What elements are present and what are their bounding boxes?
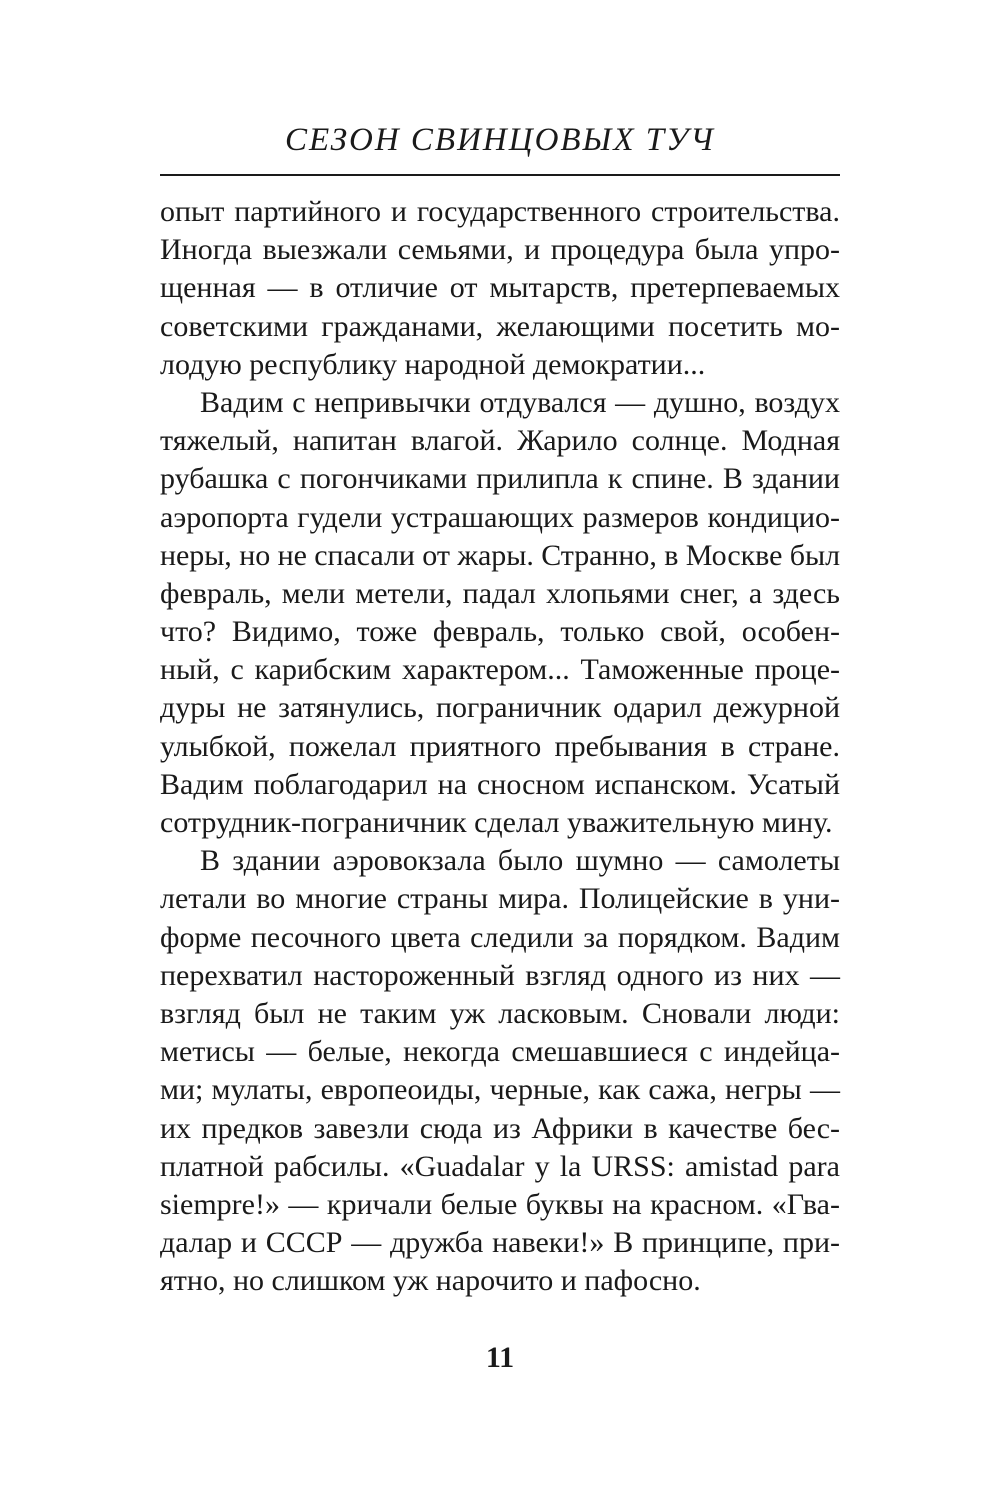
- header-divider: [160, 174, 840, 176]
- text-line: ный, с карибским характером... Таможенные проце-: [160, 653, 840, 687]
- running-head-title: СЕЗОН СВИНЦОВЫХ ТУЧ: [284, 122, 716, 158]
- text-line: советскими гражданами, желающими посетить мо-: [160, 309, 840, 343]
- text-line: неры, но не спасали от жары. Странно, в Москве был: [160, 538, 840, 572]
- text-line: лодую республику народной демократии...: [160, 347, 706, 381]
- text-line: В здании аэровокзала было шумно — самолеты: [200, 844, 840, 878]
- text-line: платной рабсилы. «Guadalar y la URSS: amistad para: [160, 1149, 840, 1183]
- text-line: их предков завезли сюда из Африки в качестве бес-: [160, 1111, 840, 1145]
- text-line: рубашка с погончиками прилипла к спине. В здании: [160, 462, 840, 496]
- text-line: аэропорта гудели устрашающих размеров кондицио-: [160, 500, 840, 534]
- text-line: дуры не затянулись, пограничник одарил дежурной: [160, 691, 840, 725]
- text-line: улыбкой, пожелал приятного пребывания в стране.: [160, 729, 840, 763]
- page-number: 11: [485, 1341, 515, 1374]
- text-line: что? Видимо, тоже февраль, только свой, особен-: [160, 615, 840, 649]
- text-line: Вадим с непривычки отдувался — душно, воздух: [200, 385, 840, 419]
- text-line: перехватил настороженный взгляд одного из них —: [160, 958, 840, 992]
- text-line: далар и СССР — дружба навеки!» В принципе, при-: [160, 1226, 840, 1260]
- body-text: [160, 193, 840, 1300]
- text-line: метисы — белые, некогда смешавшиеся с индейца-: [160, 1035, 840, 1069]
- text-line: Иногда выезжали семьями, и процедура была упро-: [160, 233, 840, 267]
- text-line: ми; мулаты, европеоиды, черные, как сажа, негры —: [160, 1073, 840, 1107]
- text-line: опыт партийного и государственного строительства.: [160, 195, 840, 228]
- text-line: Вадим поблагодарил на сносном испанском. Усатый: [160, 767, 840, 801]
- text-line: форме песочного цвета следили за порядком. Вадим: [160, 920, 840, 954]
- text-line: siempre!» — кричали белые буквы на красном. «Гва-: [160, 1187, 840, 1221]
- text-line: взгляд был не таким уж ласковым. Сновали люди:: [160, 996, 840, 1030]
- text-line: ятно, но слишком уж нарочито и пафосно.: [160, 1264, 701, 1298]
- text-line: летали во многие страны мира. Полицейские в уни-: [160, 882, 840, 916]
- text-line: тяжелый, напитан влагой. Жарило солнце. Модная: [160, 424, 840, 458]
- text-line: февраль, мели метели, падал хлопьями снег, а здесь: [160, 576, 840, 610]
- text-line: щенная — в отличие от мытарств, претерпеваемых: [160, 271, 840, 305]
- text-line: сотрудник-пограничник сделал уважительную мину.: [160, 806, 833, 839]
